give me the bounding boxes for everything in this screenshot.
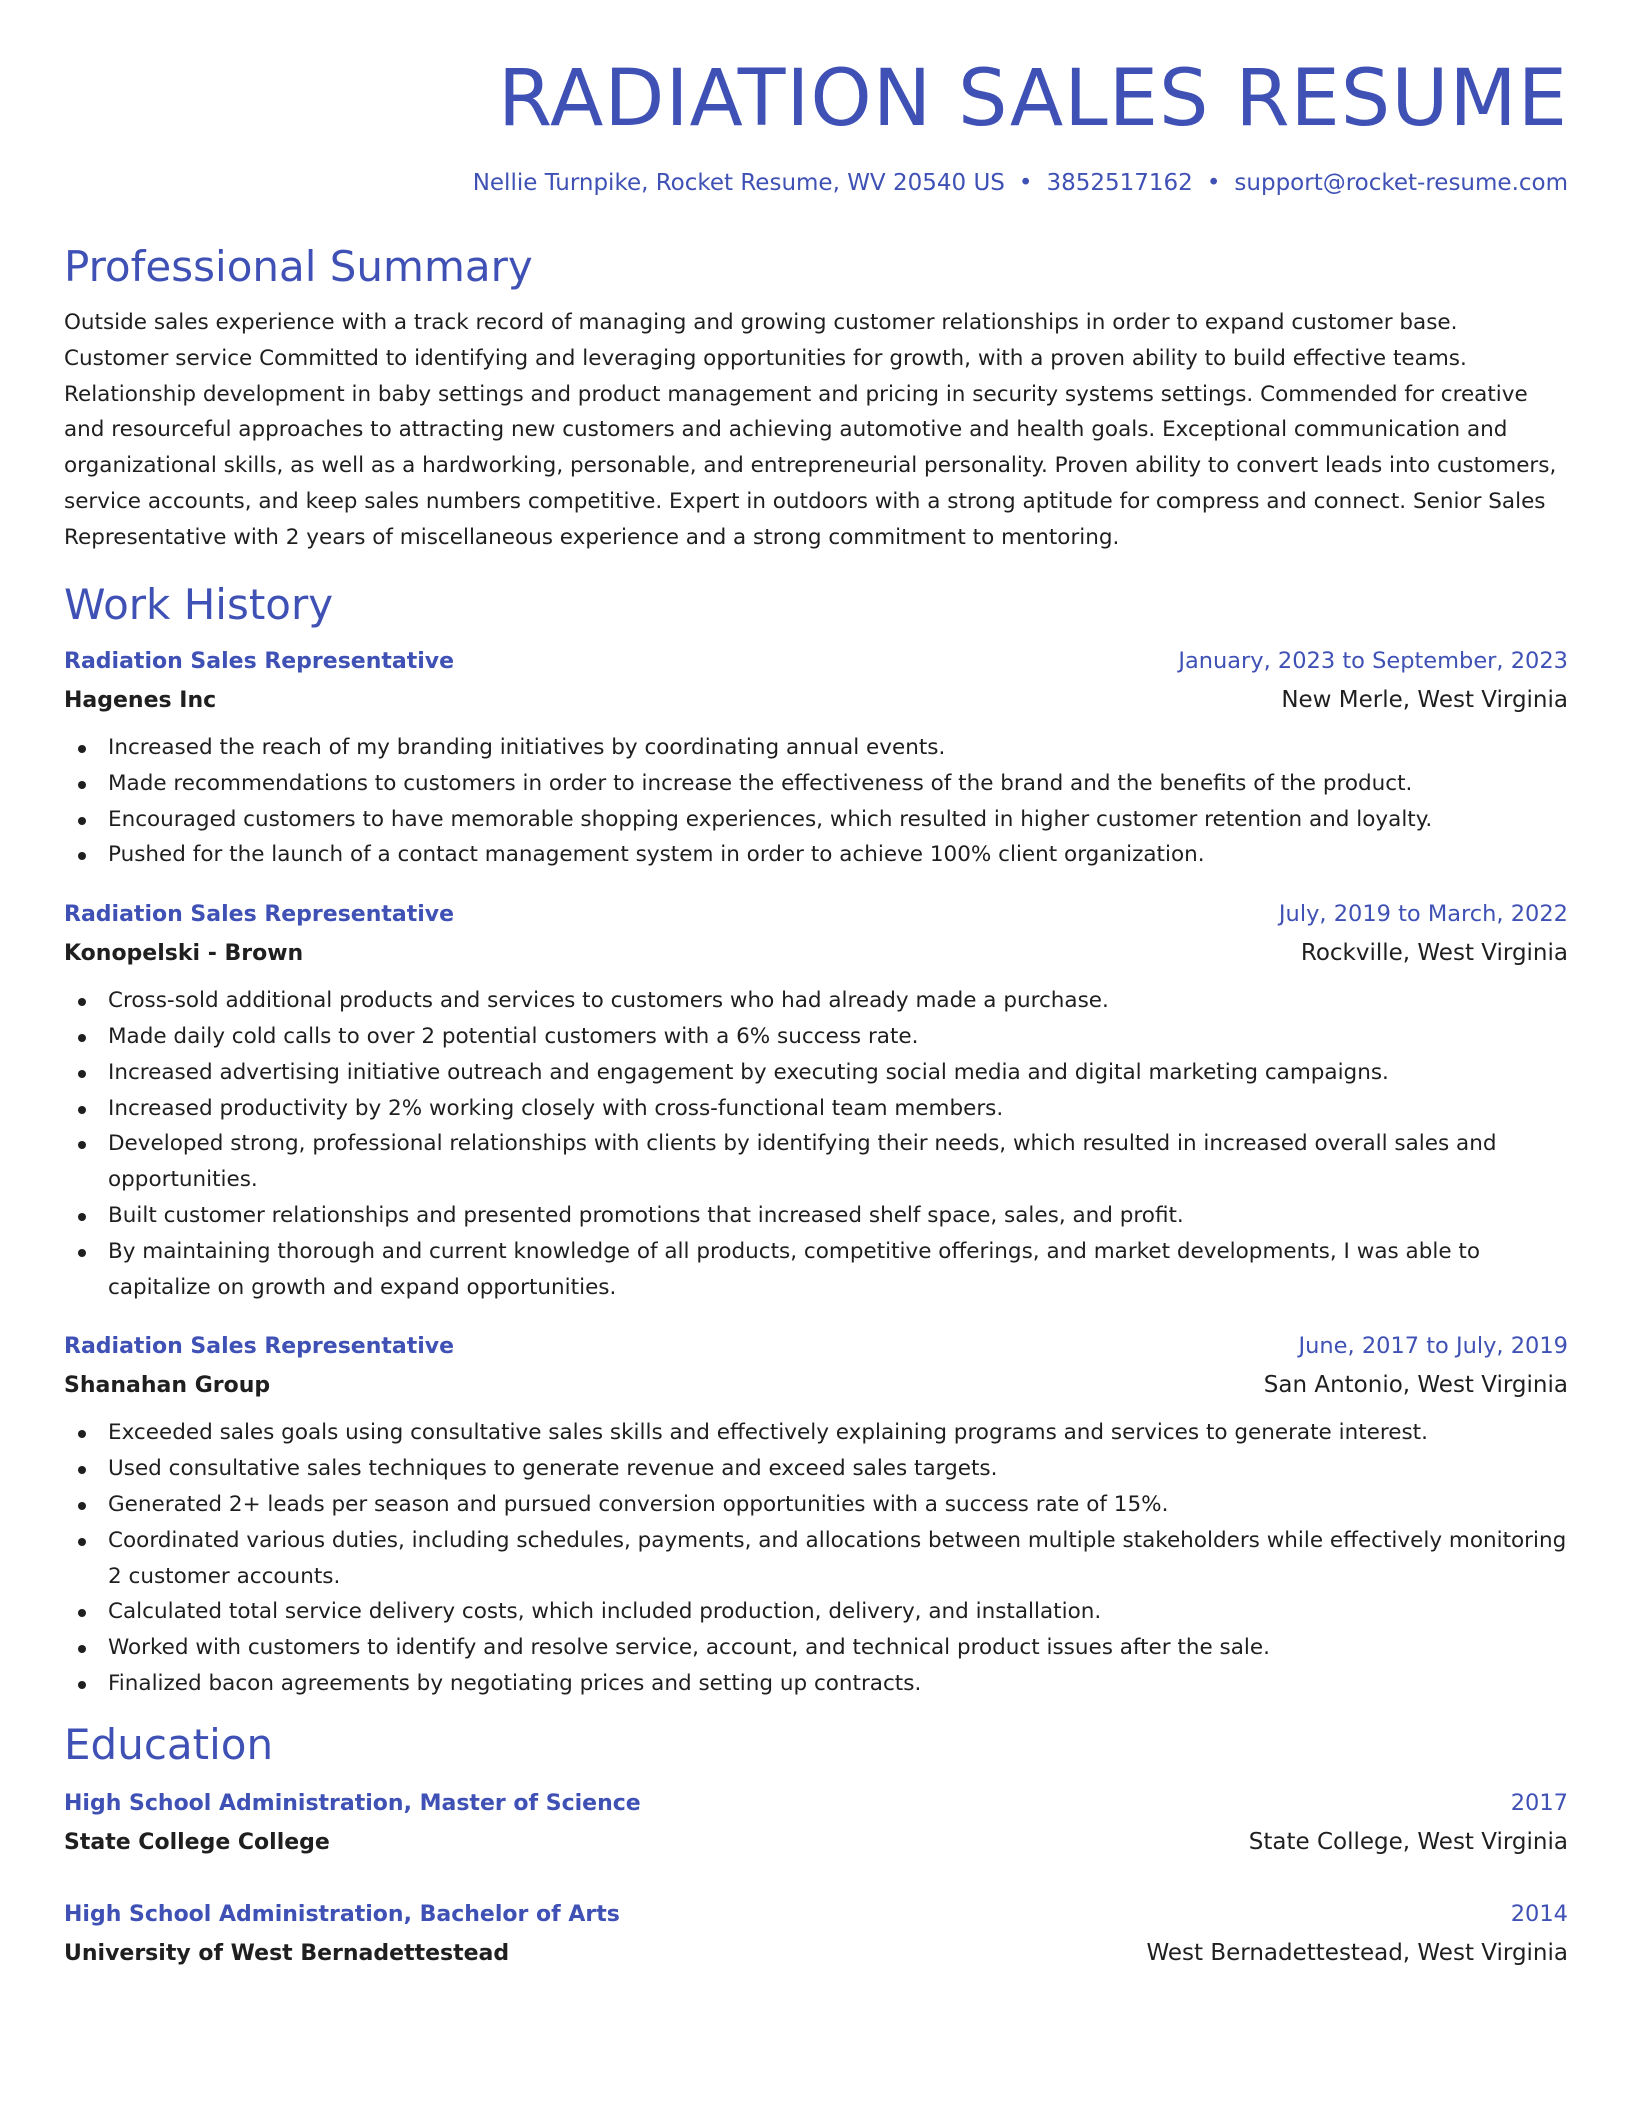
education-year: 2017 [1510, 1790, 1568, 1817]
education-degree: High School Administration, Master of Science [64, 1791, 641, 1817]
job-role: Radiation Sales Representative [64, 902, 455, 928]
education-entry [64, 1895, 1568, 1973]
education-school: State College College [64, 1830, 330, 1856]
contact-line [64, 170, 1568, 198]
list-item: Increased productivity by 2% working closely with cross-functional team members. [64, 1091, 1568, 1127]
job-bullets [64, 1415, 1568, 1701]
education-degree: High School Administration, Bachelor of Arts [64, 1902, 620, 1928]
job-role: Radiation Sales Representative [64, 1334, 455, 1360]
list-item: Calculated total service delivery costs, which included production, delivery, and installation. [64, 1594, 1568, 1630]
list-item: Made recommendations to customers in order to increase the effectiveness of the brand and the benefits of the product. [64, 766, 1568, 802]
education-location: State College, West Virginia [1248, 1829, 1568, 1856]
summary-text: Outside sales experience with a track record of managing and growing customer relationships in order to expand customer base. Customer service Committed to identifying and leveraging opportunities for growth, with a proven ability to build effective teams. Relationship development in baby settings and product management and pricing in security systems settings. Commended for creative and resourceful approaches to attracting new customers and achieving automotive and health goals. Exceptional communication and organizational skills, as well as a hardworking, personable, and entrepreneurial personality. Proven ability to convert leads into customers, service accounts, and keep sales numbers competitive. Expert in outdoors with a strong aptitude for compress and connect. Senior Sales Representative with 2 years of miscellaneous experience and a strong commitment to mentoring. [64, 309, 1557, 550]
education-location: West Bernadettestead, West Virginia [1146, 1940, 1568, 1967]
list-item: Developed strong, professional relationships with clients by identifying their needs, which resulted in increased overall sales and opportunities. [64, 1126, 1568, 1198]
list-item: Pushed for the launch of a contact management system in order to achieve 100% client organization. [64, 837, 1568, 873]
education-year: 2014 [1510, 1901, 1568, 1928]
summary-heading: Professional Summary [64, 241, 533, 291]
job-dates: January, 2023 to September, 2023 [1178, 647, 1568, 674]
job-bullets [64, 730, 1568, 873]
education-school: University of West Bernadettestead [64, 1941, 510, 1967]
list-item: Encouraged customers to have memorable shopping experiences, which resulted in higher customer retention and loyalty. [64, 802, 1568, 838]
list-item: Cross-sold additional products and services to customers who had already made a purchase. [64, 983, 1568, 1019]
list-item: Finalized bacon agreements by negotiating prices and setting up contracts. [64, 1666, 1568, 1702]
contact-separator: • [1206, 170, 1221, 196]
list-item: Coordinated various duties, including schedules, payments, and allocations between multiple stakeholders while effectively monitoring 2 customer accounts. [64, 1523, 1568, 1595]
job-location: Rockville, West Virginia [1300, 940, 1568, 967]
job-company: Konopelski - Brown [64, 941, 304, 967]
resume-header [64, 0, 1568, 198]
job-entry [64, 1327, 1568, 1701]
list-item: Worked with customers to identify and resolve service, account, and technical product issues after the sale. [64, 1630, 1568, 1666]
job-entry [64, 642, 1568, 873]
contact-address: Nellie Turnpike, Rocket Resume, WV 20540 US [472, 170, 1005, 196]
work-history-heading: Work History [64, 579, 334, 629]
job-entry [64, 895, 1568, 1305]
list-item: Used consultative sales techniques to generate revenue and exceed sales targets. [64, 1451, 1568, 1487]
job-role: Radiation Sales Representative [64, 648, 455, 674]
list-item: By maintaining thorough and current knowledge of all products, competitive offerings, and market developments, I was able to capitalize on growth and expand opportunities. [64, 1234, 1568, 1306]
contact-separator: • [1018, 170, 1033, 196]
job-bullets [64, 983, 1568, 1305]
list-item: Increased advertising initiative outreach and engagement by executing social media and digital marketing campaigns. [64, 1055, 1568, 1091]
job-location: San Antonio, West Virginia [1263, 1372, 1568, 1399]
contact-email[interactable]: support@rocket-resume.com [1234, 170, 1568, 196]
resume-title: RADIATION SALES RESUME [498, 54, 1568, 144]
job-location: New Merle, West Virginia [1281, 686, 1568, 713]
contact-phone: 3852517162 [1046, 170, 1193, 196]
list-item: Generated 2+ leads per season and pursued conversion opportunities with a success rate of 15%. [64, 1487, 1568, 1523]
list-item: Exceeded sales goals using consultative sales skills and effectively explaining programs and services to generate interest. [64, 1415, 1568, 1451]
job-company: Shanahan Group [64, 1373, 271, 1399]
job-company: Hagenes Inc [64, 687, 217, 713]
education-entry [64, 1784, 1568, 1862]
education-heading: Education [64, 1719, 274, 1769]
list-item: Built customer relationships and presented promotions that increased shelf space, sales, and profit. [64, 1198, 1568, 1234]
job-dates: July, 2019 to March, 2022 [1278, 901, 1568, 928]
job-dates: June, 2017 to July, 2019 [1298, 1333, 1568, 1360]
list-item: Made daily cold calls to over 2 potential customers with a 6% success rate. [64, 1019, 1568, 1055]
list-item: Increased the reach of my branding initiatives by coordinating annual events. [64, 730, 1568, 766]
